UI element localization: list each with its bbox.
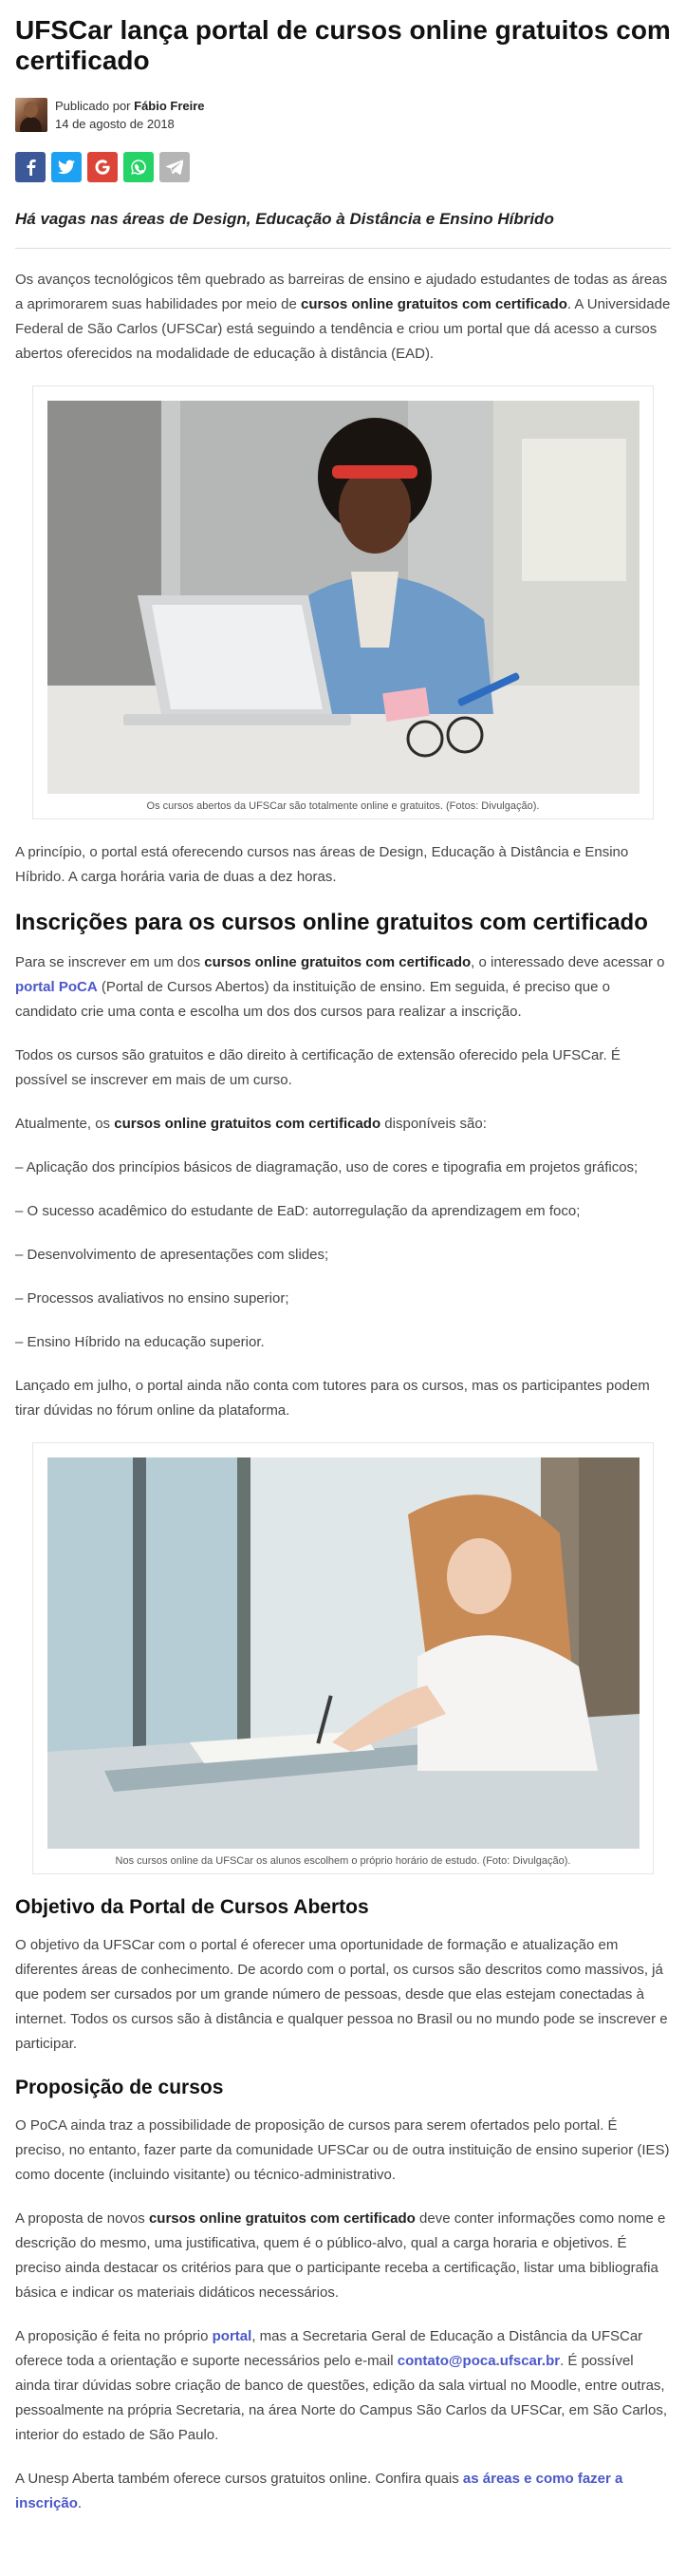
inscr-text-1: Para se inscrever em um dos	[15, 954, 205, 970]
objetivo-paragraph: O objetivo da UFSCar com o portal é oferecer uma oportunidade de formação e atualização em diferentes áreas de conhecimento. De acordo com o portal, os cursos são descritos como massivos, já que podem ser cursados por um grande número de pessoas, desde que elas estejam conectadas à internet. Todos os cursos são à distância e qualquer pessoa no Brasil ou no mundo pode se inscrever e participar.	[15, 1937, 668, 2052]
intro-text-2: . A Universidade Federal de São Carlos (UFSCar) está seguindo a tendência e criou um portal que dá acesso a cursos abertos oferecidos na modalidade de educação à distância (EAD).	[15, 296, 671, 362]
intro-paragraph	[15, 268, 671, 367]
atualmente-paragraph	[15, 1112, 671, 1137]
proposta-paragraph	[15, 2207, 671, 2305]
byline-text	[55, 97, 205, 133]
publish-date: 14 de agosto de 2018	[55, 117, 175, 131]
inscr-bold: cursos online gratuitos com certificado	[204, 954, 472, 970]
telegram-icon[interactable]	[159, 152, 190, 182]
article-title: UFSCar lança portal de cursos online gratuitos com certificado	[15, 15, 671, 75]
figure-2-caption: Nos cursos online da UFSCar os alunos escolhem o próprio horário de estudo. (Foto: Divulgação).	[115, 1855, 571, 1867]
figure-woman-laptop	[32, 385, 654, 819]
author-avatar[interactable]	[15, 98, 47, 132]
intro-bold: cursos online gratuitos com certificado	[301, 296, 567, 312]
author-name[interactable]: Fábio Freire	[134, 99, 205, 113]
principle-paragraph: A princípio, o portal está oferecendo cursos nas áreas de Design, Educação à Distância e Ensino Híbrido. A carga horária varia de duas a dez horas.	[15, 844, 629, 885]
photo-student-writing	[47, 1457, 640, 1849]
unesp-text-2: .	[77, 2495, 83, 2511]
unesp-text-1: A Unesp Aberta também oferece cursos gratuitos online. Confira quais	[15, 2471, 463, 2487]
atual-bold: cursos online gratuitos com certificado	[114, 1116, 381, 1132]
intro-text-1: Os avanços tecnológicos têm quebrado as barreiras de ensino e ajudado estudantes de todas as áreas a aprimorarem suas habilidades por meio de	[15, 272, 668, 312]
feita-text-1: A proposição é feita no próprio	[15, 2328, 213, 2344]
contact-email-link[interactable]: contato@poca.ufscar.br	[397, 2353, 561, 2369]
published-by-label: Publicado por	[55, 99, 131, 113]
course-item: – O sucesso acadêmico do estudante de EaD: autorregulação da aprendizagem em foco;	[15, 1203, 581, 1219]
course-item: – Aplicação dos princípios básicos de diagramação, uso de cores e tipografia em projetos gráficos;	[15, 1159, 639, 1175]
google-plus-icon[interactable]	[87, 152, 118, 182]
share-bar	[15, 152, 671, 182]
divider	[15, 248, 671, 249]
figure-student-writing	[32, 1442, 654, 1874]
heading-inscricoes: Inscrições para os cursos online gratuitos com certificado	[15, 910, 648, 935]
heading-objetivo: Objetivo da Portal de Cursos Abertos	[15, 1896, 369, 1918]
article-lead: Há vagas nas áreas de Design, Educação à Distância e Ensino Híbrido	[15, 210, 554, 228]
feita-paragraph	[15, 2324, 671, 2448]
course-list	[15, 1156, 671, 1355]
inscricoes-paragraph	[15, 950, 671, 1025]
course-item: – Ensino Híbrido na educação superior.	[15, 1334, 265, 1350]
course-item: – Processos avaliativos no ensino superior;	[15, 1290, 289, 1307]
poca-paragraph: O PoCA ainda traz a possibilidade de proposição de cursos para serem ofertados pelo portal. É preciso, no entanto, fazer parte da comunidade UFSCar ou de outra instituição de ensino superior (IES) como docente (incluindo visitante) ou técnico-administrativo.	[15, 2117, 670, 2183]
feita-text-3: . É possível ainda tirar dúvidas sobre criação de banco de questões, edição da sala virtual no Moodle, entre outras, pessoalmente na própria Secretaria, na área Norte do Campus São Carlos da UFSCar, em São Carlos, interior do estado de São Paulo.	[15, 2353, 668, 2443]
atual-text-1: Atualmente, os	[15, 1116, 115, 1132]
byline	[15, 97, 671, 133]
figure-1-caption: Os cursos abertos da UFSCar são totalmente online e gratuitos. (Fotos: Divulgação).	[146, 800, 540, 812]
whatsapp-icon[interactable]	[123, 152, 154, 182]
portal-link[interactable]: portal	[212, 2328, 252, 2344]
unesp-paragraph	[15, 2467, 671, 2516]
proposta-bold: cursos online gratuitos com certificado	[148, 2210, 416, 2227]
photo-woman-laptop	[47, 401, 640, 794]
inscr-text-3: (Portal de Cursos Abertos) da instituição de ensino. Em seguida, é preciso que o candidato crie uma conta e escolha um dos dos cursos para realizar a inscrição.	[15, 979, 610, 1020]
twitter-icon[interactable]	[51, 152, 82, 182]
proposta-text-2: deve conter informações como nome e descrição do mesmo, uma justificativa, quem é o público-alvo, qual a carga horaria e objetivos. É preciso ainda destacar os critérios para que o participante receba a certificação, listar uma bibliografia básica e indicar os materiais didáticos necessários.	[15, 2210, 666, 2301]
heading-proposicao: Proposição de cursos	[15, 2077, 224, 2098]
lancado-paragraph: Lançado em julho, o portal ainda não conta com tutores para os cursos, mas os participantes podem tirar dúvidas no fórum online da plataforma.	[15, 1378, 650, 1419]
facebook-icon[interactable]	[15, 152, 46, 182]
feita-text-2: , mas a Secretaria Geral de Educação a Distância da UFSCar oferece toda a orientação e suporte necessários pelo e-mail	[15, 2328, 643, 2369]
portal-poca-link[interactable]: portal PoCA	[15, 979, 98, 995]
proposta-text-1: A proposta de novos	[15, 2210, 149, 2227]
atual-text-2: disponíveis são:	[380, 1116, 487, 1132]
unesp-inscricao-link[interactable]: as áreas e como fazer a inscrição	[15, 2471, 623, 2511]
todos-paragraph: Todos os cursos são gratuitos e dão direito à certificação de extensão oferecido pela UFSCar. É possível se inscrever em mais de um curso.	[15, 1047, 621, 1088]
course-item: – Desenvolvimento de apresentações com slides;	[15, 1247, 329, 1263]
inscr-text-2: , o interessado deve acessar o	[471, 954, 665, 970]
